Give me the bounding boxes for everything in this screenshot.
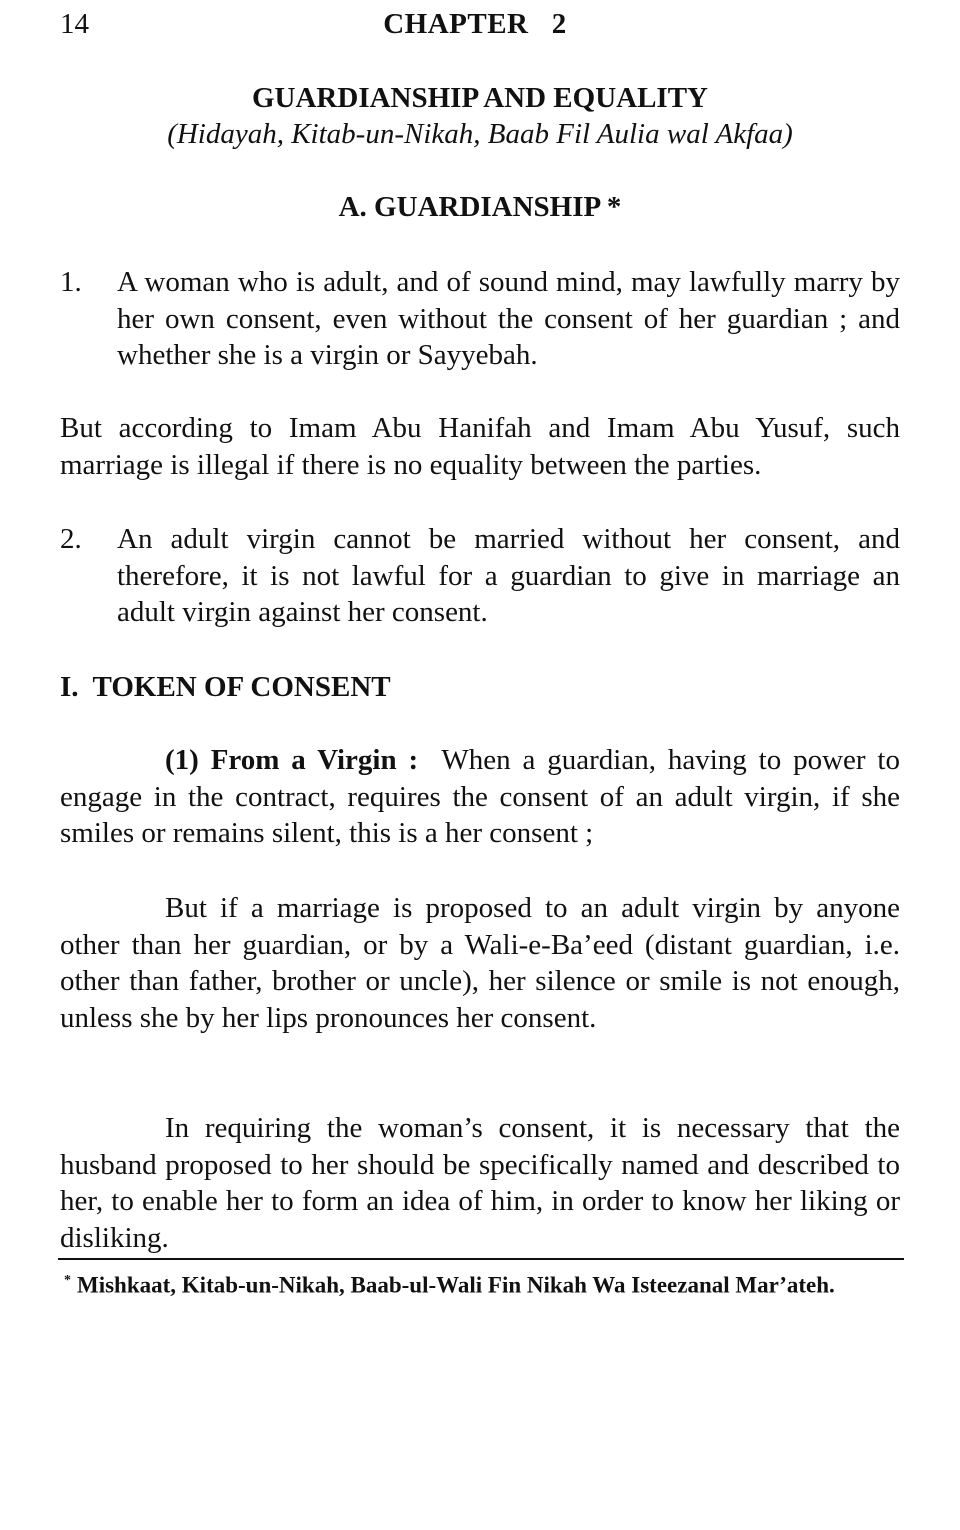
paragraph-requiring-consent: In requiring the woman’s consent, it is necessary that the husband proposed to her should be specifically named and described to her, to enable her to form an idea of him, in order to know her liking or disliking. <box>60 1112 900 1254</box>
page-number: 14 <box>60 8 89 40</box>
footnote-divider <box>58 1258 904 1260</box>
paragraph-abu-hanifah: But according to Imam Abu Hanifah and Imam Abu Yusuf, such marriage is illegal if there is no equality between the parties. <box>60 412 900 481</box>
item-text: An adult virgin cannot be married without her consent, and therefore, it is not lawful for a guardian to give in marriage an adult virgin against her consent. <box>117 523 900 628</box>
item-number: 1. <box>60 266 82 298</box>
item-text: A woman who is adult, and of sound mind, may lawfully marry by her own consent, even without the consent of her guardian ; and whether she is a virgin or Sayyebah. <box>117 266 900 371</box>
section-heading-guardianship: A. GUARDIANSHIP * <box>338 191 622 223</box>
subtitle-text: (Hidayah, Kitab-un-Nikah, Baab Fil Aulia wal Akfaa) <box>167 118 793 150</box>
numbered-item-2 <box>60 521 900 631</box>
paragraph-other-than-guardian: But if a marriage is proposed to an adult virgin by anyone other than her guardian, or by a Wali-e-Ba’eed (distant guardian, i.e. other than father, brother or uncle), her silence or smile is not enough, unless she by her lips pronounces her consent. <box>60 892 900 1034</box>
from-virgin-lead: (1) From a Virgin : <box>165 744 419 776</box>
paragraph-from-virgin <box>60 742 900 852</box>
chapter-subtitle <box>0 116 960 152</box>
chapter-heading: CHAPTER 2 <box>383 8 567 40</box>
footnote <box>64 1266 904 1301</box>
running-head <box>60 6 900 42</box>
section-heading-token-of-consent: I. TOKEN OF CONSENT <box>60 671 391 703</box>
footnote-mark: * <box>64 1273 71 1288</box>
footnote-text: Mishkaat, Kitab-un-Nikah, Baab-ul-Wali Fin Nikah Wa Isteezanal Mar’ateh. <box>77 1272 835 1298</box>
item-number: 2. <box>60 523 82 555</box>
chapter-title: GUARDIANSHIP AND EQUALITY <box>251 82 708 114</box>
numbered-item-1 <box>60 264 900 374</box>
from-virgin-text: When a guardian, having to power to engage in the contract, requires the consent of an adult virgin, if she smiles or remains silent, this is a her consent ; <box>60 744 900 849</box>
